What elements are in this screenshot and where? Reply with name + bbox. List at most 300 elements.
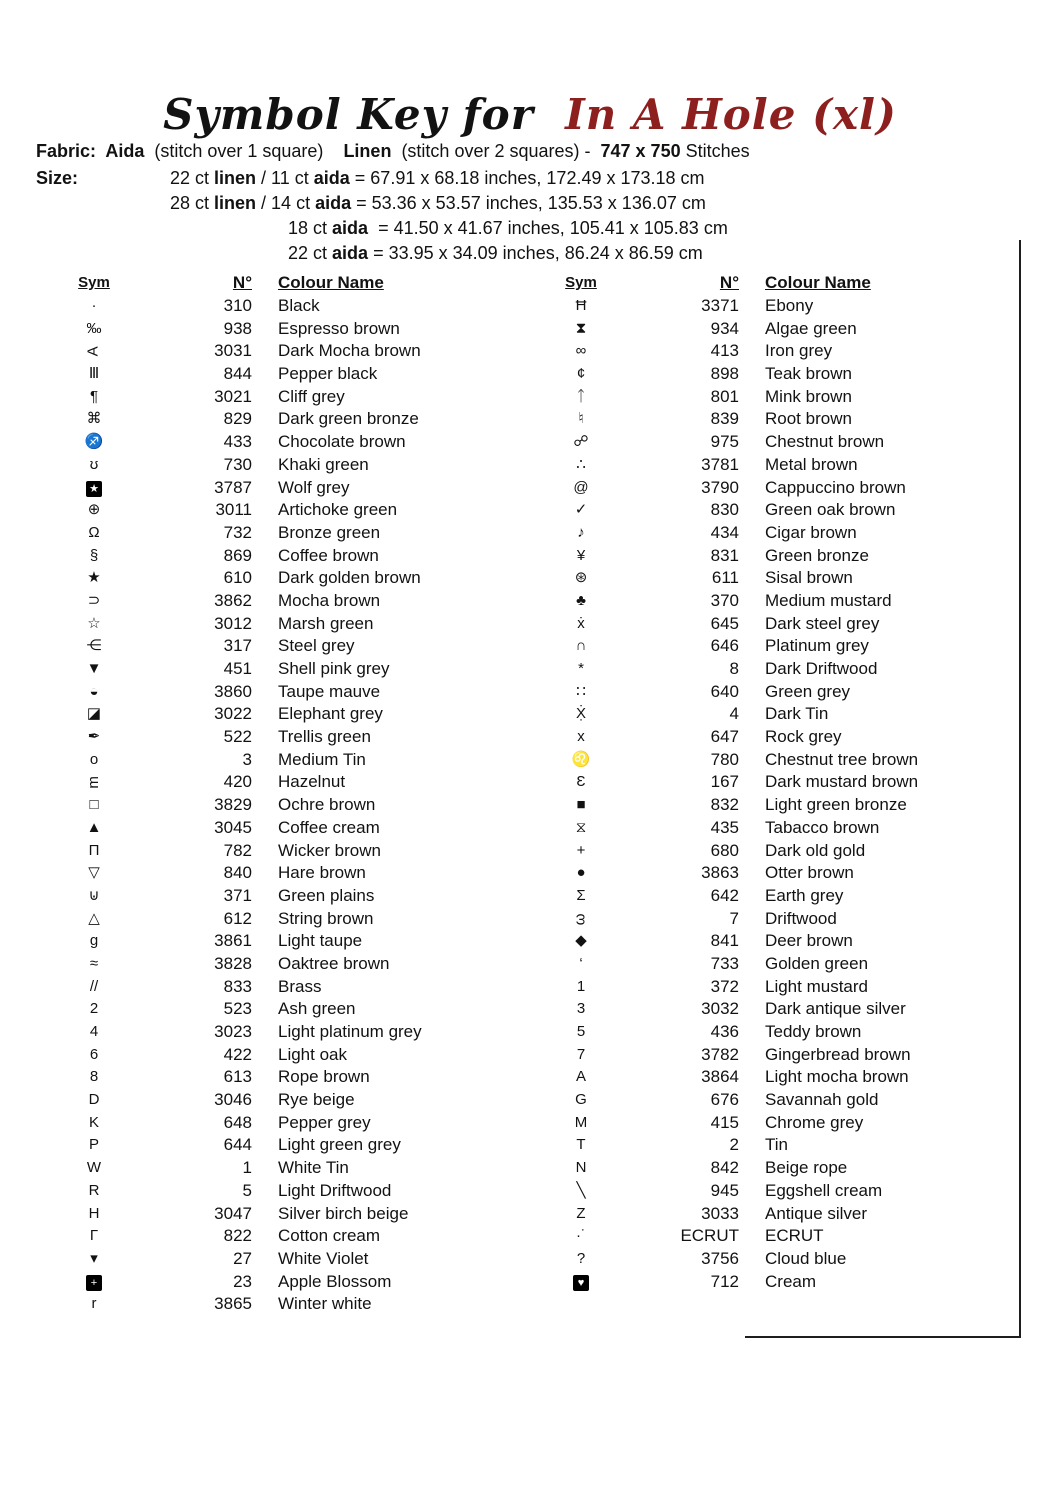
thread-number: 822 [223,1226,252,1246]
thread-number: 434 [710,522,739,542]
stitch-symbol: ⊛ [574,569,588,587]
stitch-symbol: ◪ [86,705,102,723]
thread-number: 433 [223,432,252,452]
symbol-row [58,1066,530,1089]
thread-number: 3 [242,749,252,769]
thread-number: 3046 [214,1090,252,1110]
text-segment: 28 ct [170,193,215,213]
text-segment: = 33.95 x 34.09 inches, 86.24 x 86.59 cm [368,243,703,263]
stitch-symbol: ♪ [577,523,585,541]
colour-name: Light oak [278,1044,347,1064]
thread-number: 413 [710,341,739,361]
symbol-row [58,658,530,681]
page-title-main: Symbol Key for [163,90,550,139]
thread-number: 3012 [214,613,252,633]
thread-number: 5 [242,1180,252,1200]
symbol-row [58,1112,530,1135]
column-header-num: N° [719,273,739,292]
colour-name: Cream [765,1271,817,1291]
thread-number: 3045 [214,817,252,837]
colour-name: Pepper black [278,364,378,384]
thread-number: 2 [729,1135,739,1155]
thread-number: 3031 [214,341,252,361]
stitch-symbol: ≈ [89,954,99,972]
thread-number: 4 [729,704,739,724]
colour-name: Eggshell cream [765,1180,883,1200]
colour-name: Apple Blossom [278,1271,392,1291]
colour-name: Green oak brown [765,500,896,520]
stitch-symbol: x [577,728,585,746]
thread-number: 3033 [701,1203,739,1223]
symbol-row [58,1271,530,1294]
stitch-symbol: + [58,1271,130,1294]
symbol-row [58,567,530,590]
colour-name: Brass [278,976,322,996]
stitch-symbol: Ẋ̣ [575,705,586,723]
colour-name: Chestnut tree brown [765,749,919,769]
stitch-symbol: P [88,1136,99,1154]
stitch-symbol: K [88,1113,99,1131]
text-segment: linen [214,193,257,213]
colour-name: ECRUT [765,1226,824,1246]
thread-number: 842 [710,1158,739,1178]
text-segment: = 53.36 x 53.57 inches, 135.53 x 136.07 cm [351,193,706,213]
colour-name: Rye beige [278,1090,355,1110]
thread-number: 3865 [214,1294,252,1314]
stitch-symbol: g [89,932,99,950]
colour-name: White Tin [278,1158,349,1178]
colour-name: Cotton cream [278,1226,381,1246]
size-lines [170,166,728,266]
thread-number: 833 [223,976,252,996]
thread-number: 422 [223,1044,252,1064]
thread-number: 613 [223,1067,252,1087]
stitch-symbol: N [575,1159,587,1177]
colour-name: Oaktree brown [278,953,390,973]
stitch-symbol: 4 [89,1023,99,1040]
symbol-row [58,726,530,749]
stitch-symbol: ᛏ [576,387,586,405]
colour-name: Dark mustard brown [765,772,919,792]
colour-name: Root brown [765,409,852,429]
colour-name: Platinum grey [765,636,869,656]
symbol-row [58,1134,530,1157]
symbol-row [58,340,530,363]
thread-number: 612 [223,908,252,928]
page-title-subject: In A Hole (xl) [549,90,897,139]
thread-number: 646 [710,636,739,656]
text-segment: (stitch over 2 squares) - [391,141,601,161]
colour-name: Sisal brown [765,568,853,588]
stitch-symbol: ⊕ [87,501,101,519]
fabric-details [96,141,750,161]
thread-number: 27 [233,1248,252,1268]
colour-name: Tabacco brown [765,817,880,837]
thread-number: 8 [729,659,739,678]
size-line [170,166,728,191]
symbol-row [58,681,530,704]
text-segment: = 41.50 x 41.67 inches, 105.41 x 105.83 cm [368,218,728,238]
text-segment: aida [315,193,352,213]
stitch-symbol: ╲ [576,1181,586,1199]
symbol-key-table-left [58,270,530,1316]
colour-name: Metal brown [765,454,858,474]
stitch-symbol: ⊃ [87,591,101,609]
thread-number: 167 [710,772,739,792]
thread-number: 3829 [214,795,252,815]
colour-name: Black [278,296,320,315]
colour-name: Rope brown [278,1067,370,1087]
colour-name: White Violet [278,1248,369,1268]
thread-number: 648 [223,1112,252,1132]
colour-name: Savannah gold [765,1090,879,1110]
colour-name: Cigar brown [765,522,857,542]
colour-name: String brown [278,908,374,928]
colour-name: Teak brown [765,364,852,384]
text-segment: / 14 ct [256,193,316,213]
colour-name: Light mocha brown [765,1067,909,1087]
colour-name: Medium mustard [765,590,892,610]
stitch-symbol: R [88,1181,100,1199]
stitch-symbol: ☆ [87,614,101,632]
colour-name: Dark Tin [765,704,829,724]
thread-number: 647 [710,727,739,747]
stitch-symbol: ☍ [573,433,589,451]
thread-number: 372 [710,976,739,996]
colour-name: Light platinum grey [278,1022,422,1041]
colour-name: Ochre brown [278,795,376,815]
stitch-symbol: ⧗ [575,319,587,337]
colour-name: Light green bronze [765,795,907,815]
stitch-symbol: ♌ [571,750,591,768]
thread-number: 317 [223,636,252,656]
text-segment: Aida [96,141,145,161]
thread-number: 934 [710,318,739,338]
fabric-line [36,141,750,162]
colour-name: Wicker brown [278,840,381,860]
stitch-symbol: Π [88,841,100,859]
symbol-row [58,1293,530,1316]
colour-name: Khaki green [278,454,369,474]
colour-name: Coffee brown [278,545,379,565]
stitch-symbol: ⊍ [88,886,100,904]
colour-name: Light green grey [278,1135,401,1155]
thread-number: 780 [710,749,739,769]
colour-name: Dark antique silver [765,999,906,1019]
stitch-symbol: ∴ [576,455,586,473]
colour-name: Beige rope [765,1158,848,1178]
thread-number: 869 [223,545,252,565]
column-header-sym: Sym [565,274,597,291]
colour-name: Chocolate brown [278,432,406,452]
colour-name: Winter white [278,1294,372,1314]
colour-name: Silver birch beige [278,1203,409,1223]
colour-name: Gingerbread brown [765,1044,911,1064]
stitch-symbol: + [576,841,586,859]
thread-number: 945 [710,1180,739,1200]
stitch-symbol: ✓ [574,501,588,519]
stitch-symbol: * [578,660,584,677]
symbol-row [58,1203,530,1226]
symbol-row [58,1225,530,1248]
symbol-row [58,749,530,772]
colour-name: Elephant grey [278,704,383,724]
colour-name: Green plains [278,885,375,905]
symbol-row [58,976,530,999]
page-title [0,90,1060,139]
thread-number: 611 [711,568,739,588]
symbol-row [58,771,530,794]
colour-name: Hazelnut [278,772,346,792]
stitch-symbol: ẋ [577,614,585,632]
thread-number: 1 [242,1158,252,1178]
stitch-symbol: Σ [576,886,586,904]
text-segment: 22 ct [170,168,215,188]
thread-number: 3782 [701,1044,739,1064]
stitch-symbol: ♣ [576,591,586,609]
text-segment: = 67.91 x 68.18 inches, 172.49 x 173.18 cm [349,168,705,188]
column-header-sym: Sym [78,274,110,291]
colour-name: Chestnut brown [765,432,885,452]
stitch-symbol: G [575,1091,587,1109]
colour-name: Golden green [765,953,869,973]
thread-number: 644 [223,1135,252,1155]
stitch-symbol: ♥ [545,1271,617,1294]
stitch-symbol: Ω [88,523,100,541]
thread-number: 840 [223,863,252,883]
stitch-symbol: ⌘ [86,410,102,428]
stitch-symbol: M [574,1113,588,1131]
thread-number: 782 [223,840,252,860]
table-header-row [58,270,530,295]
colour-name: Hare brown [278,863,366,883]
symbol-row [58,953,530,976]
colour-name: Iron grey [765,341,833,361]
stitch-symbol: ★ [58,477,130,500]
stitch-symbol: ⧖ [575,818,587,836]
thread-number: 435 [710,817,739,837]
symbol-row [58,545,530,568]
colour-name: Ebony [765,296,814,315]
thread-number: 3862 [214,590,252,610]
colour-name: Cliff grey [278,386,345,406]
stitch-symbol: ? [576,1249,586,1267]
symbol-row [58,703,530,726]
thread-number: 831 [710,545,739,565]
thread-number: 3047 [214,1203,252,1223]
thread-number: 938 [223,318,252,338]
thread-number: 832 [710,795,739,815]
symbol-row [58,930,530,953]
thread-number: 640 [710,681,739,701]
thread-number: 844 [223,364,252,384]
colour-name: Driftwood [765,908,837,928]
thread-number: 3860 [214,681,252,701]
colour-name: Otter brown [765,863,854,883]
colour-name: Antique silver [765,1203,868,1223]
colour-name: Dark old gold [765,840,866,860]
column-header-name: Colour Name [278,273,384,292]
colour-name: Green grey [765,681,851,701]
text-segment: Linen [343,141,392,161]
stitch-symbol: ⋲ [86,637,102,655]
thread-number: 3781 [701,454,739,474]
stitch-symbol: ¶ [89,387,99,405]
thread-number: 645 [710,613,739,633]
stitch-symbol: ♮ [578,410,584,428]
colour-name: Dark Mocha brown [278,341,421,361]
symbol-row [58,1180,530,1203]
colour-name: Cloud blue [765,1248,847,1268]
stitch-symbol: ♐ [84,433,104,451]
thread-number: 3032 [701,999,739,1019]
stitch-symbol: A [84,346,102,357]
thread-number: 420 [223,772,252,792]
stitch-symbol: ▼ [86,660,102,677]
thread-number: 523 [223,999,252,1019]
stitch-symbol: ■ [576,796,586,814]
thread-number: 975 [710,432,739,452]
thread-number: 801 [710,386,739,406]
stitch-symbol: T [576,1136,586,1154]
colour-name: Taupe mauve [278,681,381,701]
colour-name: Green bronze [765,545,869,565]
thread-number: 732 [223,522,252,542]
symbol-row [58,885,530,908]
symbol-row [58,318,530,341]
fabric-label: Fabric: [36,141,97,161]
symbol-row [58,1089,530,1112]
text-segment: / 11 ct [256,168,314,188]
stitch-symbol: Z [576,1204,586,1222]
colour-name: Medium Tin [278,749,366,769]
thread-number: ECRUT [680,1226,739,1246]
stitch-symbol: ∞ [575,342,587,360]
stitch-symbol: Ɛ [576,773,586,791]
stitch-symbol: Γ [89,1227,99,1245]
symbol-row [58,817,530,840]
symbol-row [58,794,530,817]
stitch-symbol: · [91,297,97,314]
stitch-symbol: 8 [89,1068,99,1086]
thread-number: 712 [710,1271,739,1291]
stitch-symbol: ◆ [575,932,587,950]
thread-number: 522 [223,727,252,747]
stitch-symbol: 3 [576,1000,586,1018]
thread-number: 830 [710,500,739,520]
stitch-symbol: ‘ [579,954,583,972]
thread-number: 371 [223,885,252,905]
colour-name: Espresso brown [278,318,400,338]
stitch-symbol: Ħ [575,297,587,314]
symbol-row [58,998,530,1021]
text-segment: linen [214,168,257,188]
symbol-row [58,1044,530,1067]
stitch-symbol: ω [571,913,589,925]
colour-name: Ash green [278,999,356,1019]
stitch-symbol: ·˙ [576,1227,586,1245]
thread-number: 610 [223,568,252,588]
colour-name: Steel grey [278,636,355,656]
symbol-row [58,477,530,500]
stitch-symbol: 1 [576,977,586,995]
stitch-symbol: △ [88,909,100,927]
stitch-symbol: m [84,776,102,790]
thread-number: 898 [710,364,739,384]
stitch-symbol: ʊ [89,455,99,473]
symbol-row [58,454,530,477]
size-line [170,191,728,216]
colour-name: Earth grey [765,885,844,905]
colour-name: Mocha brown [278,590,381,610]
thread-number: 3863 [701,863,739,883]
colour-name: Light taupe [278,931,363,951]
stitch-symbol: 6 [89,1045,99,1063]
page-border-fragment [745,240,1021,1338]
symbol-row [58,363,530,386]
stitch-symbol: ¥ [576,546,586,564]
colour-name: Light mustard [765,976,868,996]
stitch-symbol: o [89,750,99,768]
text-segment: 18 ct [288,218,333,238]
symbol-row [58,635,530,658]
stitch-symbol: 5 [576,1023,586,1040]
size-label: Size: [36,168,79,188]
stitch-symbol: ¢ [576,365,586,383]
thread-number: 3864 [701,1067,739,1087]
text-segment: Stitches [680,141,750,161]
colour-name: Wolf grey [278,477,350,497]
colour-name: Shell pink grey [278,659,390,678]
stitch-symbol: ▾ [90,1249,98,1267]
symbol-row [58,499,530,522]
thread-number: 3828 [214,953,252,973]
symbol-row [58,862,530,885]
thread-number: 730 [223,454,252,474]
stitch-symbol: W [86,1159,102,1177]
symbol-row [58,408,530,431]
colour-name: Deer brown [765,931,853,951]
thread-number: 436 [710,1022,739,1041]
thread-number: 3021 [214,386,252,406]
thread-number: 370 [710,590,739,610]
colour-name: Bronze green [278,522,381,542]
stitch-symbol: ▲ [86,818,102,836]
size-line [288,241,728,266]
stitch-symbol: @ [573,478,589,496]
stitch-symbol: D [88,1091,100,1109]
thread-number: 415 [710,1112,739,1132]
thread-number: 451 [223,659,252,678]
thread-number: 676 [710,1090,739,1110]
thread-number: 23 [233,1271,252,1291]
symbol-row [58,522,530,545]
thread-number: 733 [710,953,739,973]
thread-number: 839 [710,409,739,429]
text-segment: (stitch over 1 square) [144,141,344,161]
colour-name: Chrome grey [765,1112,864,1132]
stitch-symbol: Ⅲ [88,365,100,383]
colour-name: Coffee cream [278,817,380,837]
colour-name: Light Driftwood [278,1180,392,1200]
stitch-symbol: A [575,1068,586,1086]
stitch-symbol: □ [89,796,99,814]
text-segment: 747 x 750 [600,141,681,161]
thread-number: 3011 [215,500,252,520]
colour-name: Dark golden brown [278,568,421,588]
thread-number: 3790 [701,477,739,497]
stitch-symbol: ∷ [576,682,586,700]
